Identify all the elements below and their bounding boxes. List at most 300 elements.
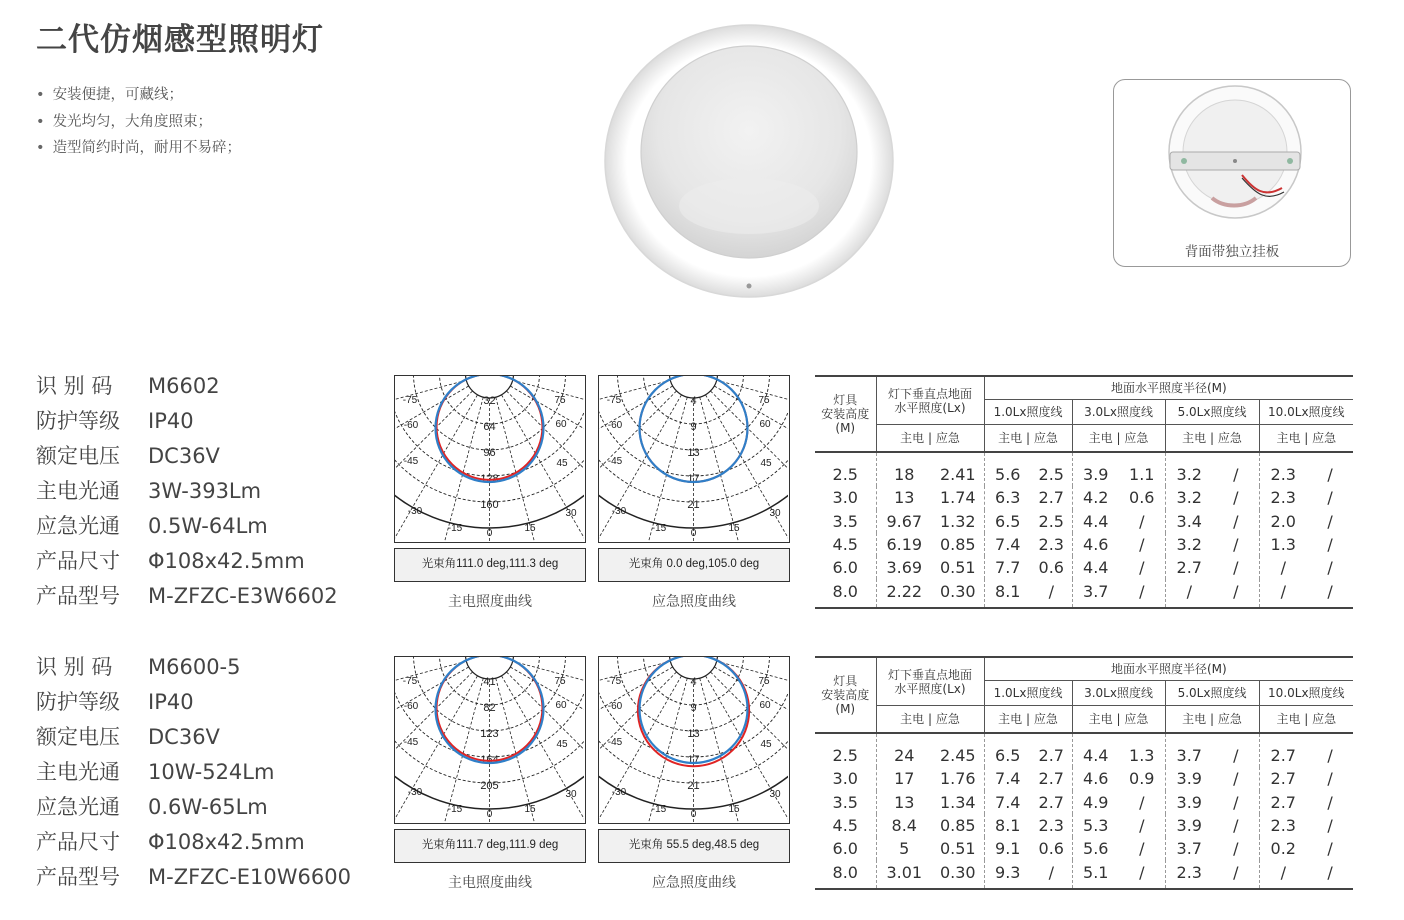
table-cell: / [1233,558,1239,578]
spec-list-1 [36,369,338,614]
table-cell: 1.32 [939,511,976,531]
table-cell: / [1327,511,1333,531]
table-cell: 3.9 [1165,767,1213,790]
angle-label: 30 [769,789,781,800]
table-row [815,860,1353,888]
table-cell: 2.7 [1165,556,1213,579]
angle-label: 75 [758,395,770,406]
table-cell: 5.6 [1072,837,1119,860]
table-cell: / [1031,860,1072,888]
angle-label: 15 [524,804,536,815]
table-cell: / [1233,792,1239,812]
angle-label: -75 [606,395,622,406]
table-row [815,733,1353,767]
table-row [815,767,1353,790]
table-cell: 6.5 [984,733,1031,767]
feature-item: • 发光均匀，大角度照束； [36,109,241,136]
table-cell: / [1139,511,1145,531]
table-cell: / [1213,579,1259,607]
spec-label: 识 别 码 [36,655,113,679]
table-cell: / [1233,746,1239,766]
table-cell: 5.6 [984,452,1031,486]
angle-label: -15 [447,804,463,815]
spec-value: IP40 [148,690,194,714]
table-cell: 8.1 [984,814,1031,837]
table-cell: / [1031,579,1072,607]
table-cell: 8.0 [815,860,876,888]
spec-value: M-ZFZC-E10W6600 [148,865,351,889]
table-body [815,452,1353,608]
angle-label: 45 [556,458,568,469]
table-cell: 2.3 [1038,535,1064,555]
table-cell: 2.45 [939,746,976,766]
table-cell: 3.7 [1165,837,1213,860]
sub-header: 主电 | 应急 [876,425,984,453]
table-cell: 7.4 [984,767,1031,790]
col-header-vertical-illuminance: 灯下垂直点地面 水平照度(Lx) [876,657,984,706]
sub-header: 主电 | 应急 [1072,425,1165,453]
table-cell: 4.5 [832,816,858,836]
spec-row [36,544,338,579]
angle-label: 15 [524,523,536,534]
table-cell: 0.6 [1038,558,1064,578]
spec-row [36,369,338,404]
beam-angle-box: 光束角 0.0 deg,105.0 deg [598,548,790,582]
angle-label: 60 [555,700,567,711]
table-cell: 4.9 [1072,791,1119,814]
feature-item: • 造型简约时尚，耐用不易碎； [36,135,241,162]
spec-value: 10W-524Lm [148,760,275,784]
beam-angle-box: 光束角111.7 deg,111.9 deg [394,829,586,863]
table-cell: 0.6 [1129,488,1155,508]
table-cell: / [1327,746,1333,766]
table-cell: / [1327,535,1333,555]
table-cell: 3.7 [1072,579,1119,607]
table-cell: 2.5 [1038,465,1064,485]
table-cell: / [1327,465,1333,485]
sub-header: 主电 | 应急 [984,706,1072,734]
table-cell: 5 [876,837,932,860]
spec-label: 产品尺寸 [36,549,120,573]
spec-value: M-ZFZC-E3W6602 [148,584,338,608]
table-cell: 6.5 [984,510,1031,533]
table-cell: / [1119,579,1165,607]
spec-row [36,755,351,790]
spec-label: 主电光通 [36,479,120,503]
table-cell: 4.6 [1072,533,1119,556]
table-cell: 2.41 [939,465,976,485]
spec-value: 0.6W-65Lm [148,795,268,819]
angle-label: 0 [690,809,697,820]
table-cell: / [1139,816,1145,836]
angle-label: 30 [565,789,577,800]
angle-label: 0 [486,528,493,539]
angle-label: -45 [403,456,419,467]
table-cell: 0.85 [939,535,976,555]
table-cell: / [1139,792,1145,812]
angle-label: 15 [728,804,740,815]
table-cell: 3.5 [832,792,858,812]
spec-label: 额定电压 [36,725,120,749]
table-cell: 7.4 [984,533,1031,556]
table-cell: 2.5 [1038,511,1064,531]
col-header-vertical-illuminance: 灯下垂直点地面 水平照度(Lx) [876,376,984,425]
angle-label: 30 [565,508,577,519]
table-cell: 2.5 [832,746,858,766]
table-cell: 0.30 [932,579,984,607]
col-header-height: 灯具 安装高度 (M) [815,657,876,733]
spec-label: 产品型号 [36,584,120,608]
spec-value: IP40 [148,409,194,433]
spec-row [36,825,351,860]
table-cell: 9.3 [984,860,1031,888]
table-cell: / [1119,860,1165,888]
angle-label: 15 [728,523,740,534]
table-cell: 3.0 [832,769,858,789]
col-header-height: 灯具 安装高度 (M) [815,376,876,452]
angle-label: -60 [403,420,419,431]
spec-label: 产品尺寸 [36,830,120,854]
angle-label: 60 [555,419,567,430]
angle-label: -30 [611,787,627,798]
angle-label: -30 [611,506,627,517]
table-cell: 4.5 [832,535,858,555]
table-cell: 1.34 [939,792,976,812]
table-cell: 0.6 [1038,839,1064,859]
table-body [815,733,1353,889]
spec-row [36,579,338,614]
polar-chart-svg [395,657,584,822]
spec-value: DC36V [148,444,220,468]
group-header: 10.0Lx照度线 [1259,400,1353,425]
table-cell: / [1139,535,1145,555]
table-cell: 2.7 [1259,791,1307,814]
spec-label: 产品型号 [36,865,120,889]
polar-chart [394,375,586,543]
spec-value: M6602 [148,374,220,398]
ring-value-label: 96 [483,447,496,459]
table-cell: 3.4 [1165,510,1213,533]
table-row [815,814,1353,837]
table-cell: 2.7 [1038,792,1064,812]
table-cell: 3.5 [832,511,858,531]
angle-label: 30 [769,508,781,519]
ring-value-label: 64 [483,421,496,433]
angle-label: 75 [758,676,770,687]
beam-angle-box: 光束角111.0 deg,111.3 deg [394,548,586,582]
table-cell: 2.0 [1259,510,1307,533]
table-cell: 3.2 [1165,533,1213,556]
table-cell: 2.3 [1259,452,1307,486]
table-row [815,452,1353,486]
table-cell: 3.69 [876,556,932,579]
spec-label: 防护等级 [36,409,120,433]
angle-label: 0 [486,809,493,820]
table-cell: 1.74 [939,488,976,508]
table-cell: / [1259,860,1307,888]
angle-label: -45 [607,456,623,467]
table-cell: 2.7 [1038,769,1064,789]
table-cell: / [1259,556,1307,579]
table-cell: 0.51 [939,558,976,578]
beam-angle-box: 光束角 55.5 deg,48.5 deg [598,829,790,863]
group-header: 5.0Lx照度线 [1165,681,1259,706]
table-cell: 17 [876,767,932,790]
sub-header: 主电 | 应急 [984,425,1072,453]
table-cell: 1.1 [1129,465,1155,485]
table-cell: 6.0 [832,558,858,578]
ring-value-label: 13 [687,728,700,740]
table-cell: 5.3 [1072,814,1119,837]
table-cell: 5.1 [1072,860,1119,888]
angle-label: -15 [447,523,463,534]
table-cell: 4.4 [1072,733,1119,767]
angle-label: -60 [607,701,623,712]
ring-value-label: 4 [690,395,697,407]
table-cell: 2.3 [1165,860,1213,888]
angle-label: -15 [651,804,667,815]
spec-row [36,790,351,825]
table-row [815,791,1353,814]
table-cell: / [1327,769,1333,789]
spec-value: Φ108x42.5mm [148,830,305,854]
ring-value-label: 41 [483,676,496,688]
spec-list-2 [36,650,351,895]
polar-chart-svg [599,376,788,541]
table-cell: 2.3 [1259,814,1307,837]
table-cell: / [1233,465,1239,485]
lamp-back-image [1114,80,1350,230]
back-view-box [1113,79,1351,267]
angle-label: -30 [407,787,423,798]
table-cell: 3.9 [1072,452,1119,486]
table-row [815,486,1353,509]
group-header: 10.0Lx照度线 [1259,681,1353,706]
table-row [815,837,1353,860]
ring-value-label: 123 [480,728,499,740]
table-cell: 0.2 [1259,837,1307,860]
table-cell: 2.22 [876,579,932,607]
table-cell: / [1259,579,1307,607]
table-cell: 4.4 [1072,510,1119,533]
spec-row [36,439,338,474]
chart-caption: 应急照度曲线 [652,594,736,610]
table-cell: 2.7 [1038,746,1064,766]
ring-value-label: 4 [690,676,697,688]
table-cell: 0.51 [939,839,976,859]
spec-row [36,474,338,509]
table-cell: 7.4 [984,791,1031,814]
ring-value-label: 17 [687,754,700,766]
ring-value-label: 21 [687,780,700,792]
page-title: 二代仿烟感型照明灯 [36,22,324,58]
spec-row [36,685,351,720]
table-cell: 2.3 [1259,486,1307,509]
spec-value: 3W-393Lm [148,479,262,503]
group-header: 3.0Lx照度线 [1072,681,1165,706]
ring-value-label: 13 [687,447,700,459]
illuminance-table [815,656,1353,890]
spec-row [36,509,338,544]
spec-row [36,650,351,685]
table-cell: / [1327,792,1333,812]
chart-caption: 主电照度曲线 [448,875,532,891]
polar-chart-svg [395,376,584,541]
angle-label: -45 [607,737,623,748]
table-cell: 1.3 [1129,746,1155,766]
angle-label: -60 [607,420,623,431]
spec-value: Φ108x42.5mm [148,549,305,573]
angle-label: 45 [760,458,772,469]
angle-label: 60 [759,700,771,711]
table-cell: 3.9 [1165,791,1213,814]
table-cell: 4.4 [1072,556,1119,579]
ring-value-label: 82 [483,702,496,714]
table-cell: / [1327,558,1333,578]
spec-row [36,404,338,439]
table-cell: 3.2 [1165,486,1213,509]
table-cell: 2.7 [1259,733,1307,767]
angle-label: 45 [556,739,568,750]
col-header-radius: 地面水平照度半径(M) [984,657,1353,681]
sub-header: 主电 | 应急 [1165,425,1259,453]
table-cell: 0.9 [1129,769,1155,789]
ring-value-label: 205 [480,780,499,792]
angle-label: 75 [554,395,566,406]
chart-caption: 主电照度曲线 [448,594,532,610]
spec-label: 防护等级 [36,690,120,714]
table-cell: 6.3 [984,486,1031,509]
table-cell: / [1233,488,1239,508]
table-cell: 18 [876,452,932,486]
table-cell: 8.1 [984,579,1031,607]
polar-chart [394,656,586,824]
table-cell: 0.30 [932,860,984,888]
table-cell: 3.7 [1165,733,1213,767]
table-cell: / [1233,816,1239,836]
spec-value: 0.5W-64Lm [148,514,268,538]
spec-label: 主电光通 [36,760,120,784]
table-cell: / [1307,579,1353,607]
table-cell: / [1139,558,1145,578]
group-header: 1.0Lx照度线 [984,681,1072,706]
table-cell: / [1233,511,1239,531]
spec-value: DC36V [148,725,220,749]
angle-label: -45 [403,737,419,748]
group-header: 1.0Lx照度线 [984,400,1072,425]
spec-value: M6600-5 [148,655,241,679]
table-cell: 3.2 [1165,452,1213,486]
table-cell: 4.2 [1072,486,1119,509]
feature-list [36,82,241,162]
table-cell: / [1233,769,1239,789]
spec-label: 识 别 码 [36,374,113,398]
spec-label: 应急光通 [36,514,120,538]
sub-header: 主电 | 应急 [1259,425,1353,453]
ring-value-label: 128 [480,473,499,485]
group-header: 5.0Lx照度线 [1165,400,1259,425]
ring-value-label: 160 [480,499,499,511]
table-cell: 9.67 [876,510,932,533]
angle-label: -75 [402,395,418,406]
table-cell: 2.5 [832,465,858,485]
table-cell: / [1233,535,1239,555]
spec-label: 额定电压 [36,444,120,468]
table-cell: / [1307,860,1353,888]
angle-label: 0 [690,528,697,539]
table-cell: / [1233,839,1239,859]
angle-label: 45 [760,739,772,750]
lamp-front-image [604,24,894,298]
angle-label: 75 [554,676,566,687]
table-cell: 2.7 [1259,767,1307,790]
polar-chart-svg [599,657,788,822]
sub-header: 主电 | 应急 [1165,706,1259,734]
table-cell: 0.85 [939,816,976,836]
table-cell: / [1213,860,1259,888]
sub-header: 主电 | 应急 [876,706,984,734]
spec-row [36,860,351,895]
feature-item: • 安装便捷，可藏线； [36,82,241,109]
table-cell: / [1139,839,1145,859]
table-cell: / [1327,816,1333,836]
sub-header: 主电 | 应急 [1072,706,1165,734]
ring-value-label: 9 [690,421,697,433]
table-cell: 7.7 [984,556,1031,579]
angle-label: -60 [403,701,419,712]
table-row [815,510,1353,533]
polar-chart [598,656,790,824]
table-cell: 13 [876,791,932,814]
group-header: 3.0Lx照度线 [1072,400,1165,425]
table-cell: 8.0 [815,579,876,607]
spec-row [36,720,351,755]
angle-label: -75 [402,676,418,687]
table-cell: 2.7 [1038,488,1064,508]
table-cell: 24 [876,733,932,767]
ring-value-label: 21 [687,499,700,511]
table-cell: 1.76 [939,769,976,789]
table-row [815,556,1353,579]
ring-value-label: 32 [483,395,496,407]
table-cell: / [1327,839,1333,859]
table-cell: 2.3 [1038,816,1064,836]
table-cell: 6.19 [876,533,932,556]
table-cell: 9.1 [984,837,1031,860]
table-cell: / [1327,488,1333,508]
ring-value-label: 17 [687,473,700,485]
col-header-radius: 地面水平照度半径(M) [984,376,1353,400]
angle-label: -75 [606,676,622,687]
table-cell: 8.4 [876,814,932,837]
back-view-caption: 背面带独立挂板 [1184,244,1280,260]
table-cell: / [1165,579,1213,607]
angle-label: -15 [651,523,667,534]
illuminance-table [815,375,1353,609]
spec-label: 应急光通 [36,795,120,819]
table-row [815,533,1353,556]
table-cell: 4.6 [1072,767,1119,790]
table-cell: 3.9 [1165,814,1213,837]
table-cell: 6.0 [832,839,858,859]
ring-value-label: 9 [690,702,697,714]
table-cell: 3.01 [876,860,932,888]
ring-value-label: 164 [480,754,499,766]
angle-label: 60 [759,419,771,430]
table-cell: 3.0 [832,488,858,508]
table-cell: 1.3 [1259,533,1307,556]
chart-caption: 应急照度曲线 [652,875,736,891]
